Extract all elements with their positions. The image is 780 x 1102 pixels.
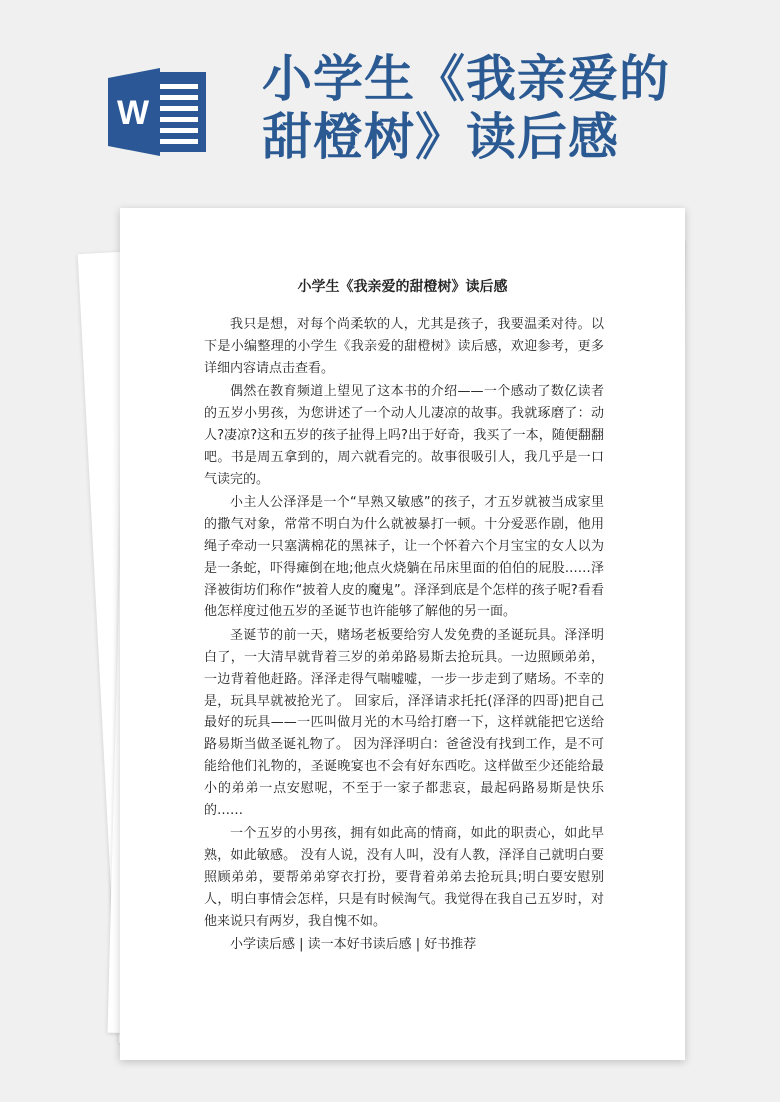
header: [0, 0, 780, 200]
paragraph: 偶然在教育频道上望见了这本书的介绍——一个感动了数亿读者的五岁小男孩，为您讲述了一个动人儿凄凉的故事。我就琢磨了：动人?凄凉?这和五岁的孩子扯得上吗?出于好奇，我买了一本，随便翻翻吧。书是周五拿到的，周六就看完的。故事很吸引人，我几乎是一口气读完的。: [204, 384, 604, 487]
word-icon-letter: W: [116, 94, 150, 132]
paragraph: 圣诞节的前一天，赌场老板要给穷人发免费的圣诞玩具。泽泽明白了，一大清早就背着三岁的弟弟路易斯去抢玩具。一边照顾弟弟，一边背着他赶路。泽泽走得气喘嘘嘘，一步一步走到了赌场。不幸的是，玩具早就被抢光了。 回家后，泽泽请求托托(泽泽的四哥)把自己最好的玩具——一匹叫做月光的木马给打磨一下，这样就能把它送给路易斯当做圣诞礼物了。 因为泽泽明白：爸爸没有找到工作，是不可能给他们礼物的，圣诞晚宴也不会有好东西吃。这样做至少还能给最小的弟弟一点安慰呢，不至于一家子都悲哀，最起码路易斯是快乐的……: [204, 628, 604, 818]
document-title: 小学生《我亲爱的甜橙树》读后感: [297, 279, 508, 295]
tags-line: 小学读后感 | 读一本好书读后感 | 好书推荐: [230, 937, 477, 953]
document-page: [120, 208, 685, 1060]
document-body: [204, 314, 604, 958]
page-title: [262, 50, 762, 166]
page-title-line2: 甜橙树》读后感: [262, 108, 619, 166]
paragraph: 一个五岁的小男孩，拥有如此高的情商，如此的职责心，如此早熟，如此敏感。 没有人说，没有人叫，没有人教，泽泽自己就明白要照顾弟弟，要帮弟弟穿衣打扮，要背着弟弟去抢玩具;明白要安慰别人，明白事情会怎样，只是有时候淘气。我觉得在我自己五岁时，对他来说只有两岁，我自愧不如。: [204, 826, 604, 929]
word-doc-icon: [108, 66, 208, 158]
paragraph: 小主人公泽泽是一个“早熟又敏感”的孩子，才五岁就被当成家里的撒气对象，常常不明白为什么就被暴打一顿。十分爱恶作剧，他用绳子牵动一只塞满棉花的黑袜子，让一个怀着六个月宝宝的女人以为是一条蛇，吓得瘫倒在地;他点火烧躺在吊床里面的伯伯的屁股……泽泽被街坊们称作“披着人皮的魔鬼”。泽泽到底是个怎样的孩子呢?看看他怎样度过他五岁的圣诞节也许能够了解他的另一面。: [204, 495, 604, 620]
page-title-line1: 小学生《我亲爱的: [262, 50, 670, 108]
paragraph: 我只是想，对每个尚柔软的人，尤其是孩子，我要温柔对待。以下是小编整理的小学生《我亲爱的甜橙树》读后感，欢迎参考，更多详细内容请点击查看。: [204, 317, 604, 376]
